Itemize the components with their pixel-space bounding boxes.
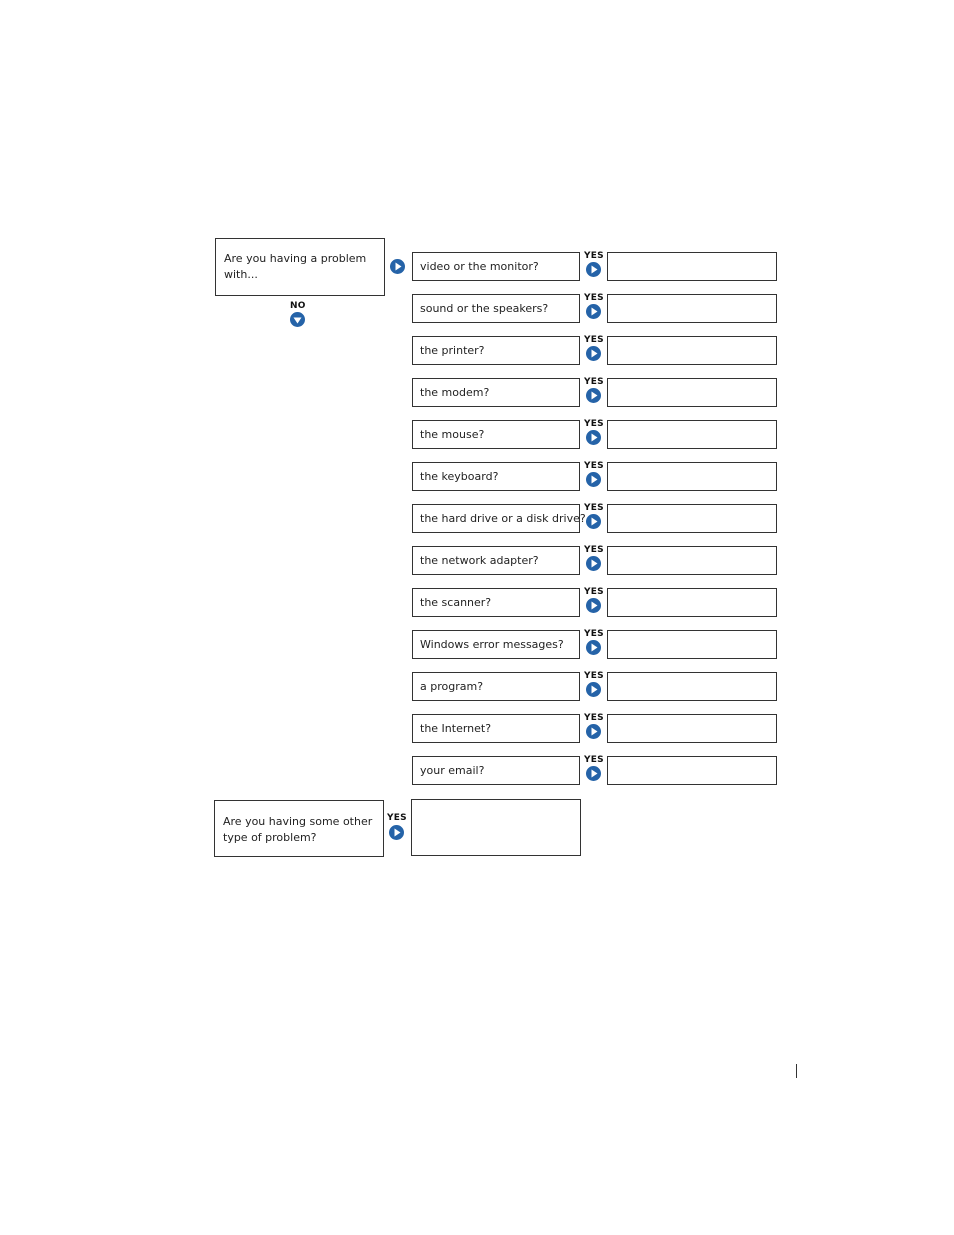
main-question-text: Are you having a problem with... (224, 252, 367, 281)
no-label: NO (290, 301, 306, 311)
other-question-box (214, 800, 384, 857)
arrow-right-icon (390, 259, 405, 274)
option-box (412, 462, 580, 491)
option-box (412, 294, 580, 323)
answer-box (607, 294, 777, 323)
page-edge-mark (796, 1064, 797, 1078)
answer-box (607, 336, 777, 365)
arrow-right-icon (586, 682, 601, 697)
arrow-right-icon (586, 598, 601, 613)
arrow-right-icon (586, 262, 601, 277)
answer-box (607, 672, 777, 701)
option-text: a program? (420, 680, 484, 693)
other-answer-box (411, 799, 581, 856)
option-text: the Internet? (420, 722, 492, 735)
answer-box (607, 546, 777, 575)
option-box (412, 756, 580, 785)
arrow-right-icon (586, 556, 601, 571)
option-box (412, 672, 580, 701)
option-text: the mouse? (420, 428, 485, 441)
option-box (412, 630, 580, 659)
yes-label: YES (584, 377, 604, 387)
yes-label: YES (584, 419, 604, 429)
answer-box (607, 630, 777, 659)
yes-label: YES (584, 587, 604, 597)
option-text: the hard drive or a disk drive? (420, 512, 586, 525)
option-text: sound or the speakers? (420, 302, 549, 315)
arrow-right-icon (586, 304, 601, 319)
option-box (412, 336, 580, 365)
arrow-right-icon (586, 640, 601, 655)
option-box (412, 504, 586, 533)
yes-label: YES (584, 335, 604, 345)
option-box (412, 546, 580, 575)
main-question-box (215, 238, 385, 296)
option-text: video or the monitor? (420, 260, 539, 273)
option-text: the scanner? (420, 596, 492, 609)
yes-label: YES (584, 293, 604, 303)
answer-box (607, 378, 777, 407)
yes-label: YES (584, 755, 604, 765)
arrow-right-icon (586, 472, 601, 487)
yes-label: YES (584, 545, 604, 555)
option-box (412, 252, 580, 281)
yes-label: YES (584, 251, 604, 261)
option-box (412, 420, 580, 449)
yes-label: YES (584, 461, 604, 471)
option-box (412, 714, 580, 743)
answer-box (607, 462, 777, 491)
yes-label: YES (584, 629, 604, 639)
yes-label: YES (584, 671, 604, 681)
option-box (412, 378, 580, 407)
other-question-text: Are you having some other type of problem? (223, 815, 373, 844)
option-box (412, 588, 580, 617)
arrow-right-icon (586, 514, 601, 529)
arrow-right-icon (586, 346, 601, 361)
answer-box (607, 420, 777, 449)
arrow-down-icon (290, 312, 305, 327)
option-text: your email? (420, 764, 485, 777)
arrow-right-icon (586, 766, 601, 781)
answer-box (607, 504, 777, 533)
option-text: Windows error messages? (420, 638, 564, 651)
yes-label: YES (584, 503, 604, 513)
option-text: the modem? (420, 386, 490, 399)
arrow-right-icon (586, 388, 601, 403)
yes-label: YES (387, 813, 407, 823)
answer-box (607, 252, 777, 281)
answer-box (607, 588, 777, 617)
arrow-right-icon (389, 825, 404, 840)
arrow-right-icon (586, 430, 601, 445)
arrow-right-icon (586, 724, 601, 739)
yes-label: YES (584, 713, 604, 723)
option-text: the printer? (420, 344, 485, 357)
option-text: the keyboard? (420, 470, 499, 483)
option-text: the network adapter? (420, 554, 539, 567)
answer-box (607, 714, 777, 743)
answer-box (607, 756, 777, 785)
